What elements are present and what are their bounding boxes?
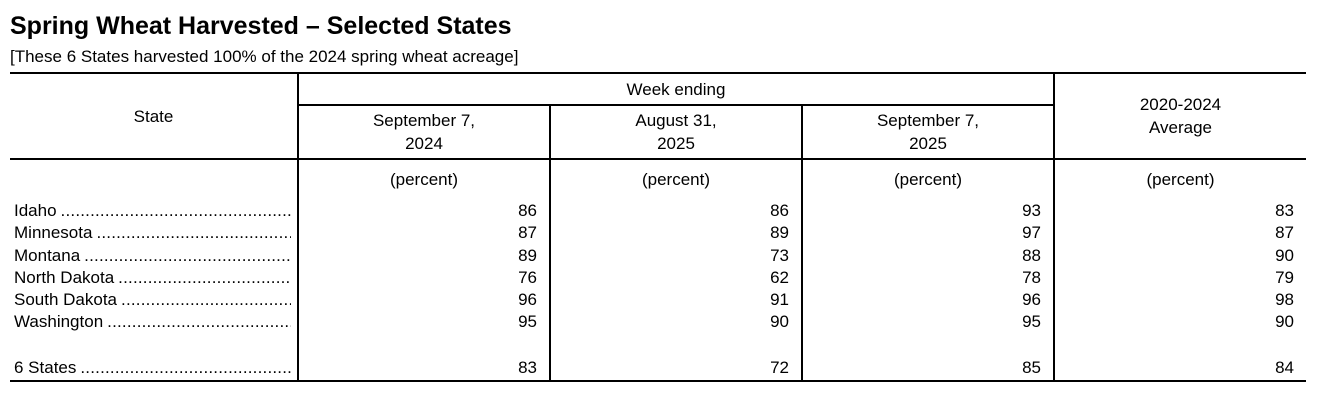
state-name: South Dakota [14, 290, 118, 310]
value-cell: 96 [298, 289, 550, 311]
value-cell: 90 [1054, 245, 1306, 267]
page-title: Spring Wheat Harvested – Selected States [10, 12, 512, 40]
total-label: 6 States [14, 357, 77, 377]
table-row [10, 267, 1306, 289]
value-cell: 78 [802, 267, 1054, 289]
value-cell: 98 [1054, 289, 1306, 311]
table-row [10, 289, 1306, 311]
column-header-aug-31-2025: August 31, 2025 [550, 105, 802, 159]
page-subtitle: [These 6 States harvested 100% of the 2024 spring wheat acreage] [10, 47, 519, 66]
state-name: Washington [14, 312, 104, 332]
value-cell: 86 [298, 200, 550, 222]
value-cell: 73 [550, 245, 802, 267]
unit-label: (percent) [298, 159, 550, 200]
unit-label: (percent) [802, 159, 1054, 200]
average-column-header: 2020-2024 Average [1054, 73, 1306, 159]
value-cell: 83 [1054, 200, 1306, 222]
value-cell: 90 [1054, 311, 1306, 333]
total-value-cell: 83 [298, 356, 550, 381]
value-cell: 93 [802, 200, 1054, 222]
state-column-header: State [10, 73, 298, 159]
table-row [10, 222, 1306, 244]
value-cell: 89 [550, 222, 802, 244]
value-cell: 88 [802, 245, 1054, 267]
table-row [10, 245, 1306, 267]
state-name: Montana [14, 245, 81, 265]
column-header-sep-7-2024: September 7, 2024 [298, 105, 550, 159]
total-value-cell: 85 [802, 356, 1054, 381]
value-cell: 76 [298, 267, 550, 289]
total-row [10, 356, 1306, 381]
total-value-cell: 84 [1054, 356, 1306, 381]
value-cell: 79 [1054, 267, 1306, 289]
state-name: Idaho [14, 201, 57, 220]
unit-label: (percent) [550, 159, 802, 200]
value-cell: 97 [802, 222, 1054, 244]
value-cell: 91 [550, 289, 802, 311]
value-cell: 87 [1054, 222, 1306, 244]
total-value-cell: 72 [550, 356, 802, 381]
value-cell: 89 [298, 245, 550, 267]
week-ending-header: Week ending [298, 73, 1054, 105]
value-cell: 62 [550, 267, 802, 289]
value-cell: 90 [550, 311, 802, 333]
value-cell: 87 [298, 222, 550, 244]
value-cell: 95 [802, 311, 1054, 333]
state-name: Minnesota [14, 223, 93, 243]
value-cell: 96 [802, 289, 1054, 311]
table-row [10, 200, 1306, 222]
value-cell: 95 [298, 311, 550, 333]
spacer-row [10, 334, 1306, 356]
value-cell: 86 [550, 200, 802, 222]
state-name: North Dakota [14, 267, 115, 287]
unit-label: (percent) [1054, 159, 1306, 200]
column-header-sep-7-2025: September 7, 2025 [802, 105, 1054, 159]
harvest-table [10, 72, 1306, 382]
unit-spacer [10, 159, 298, 200]
table-row [10, 311, 1306, 333]
